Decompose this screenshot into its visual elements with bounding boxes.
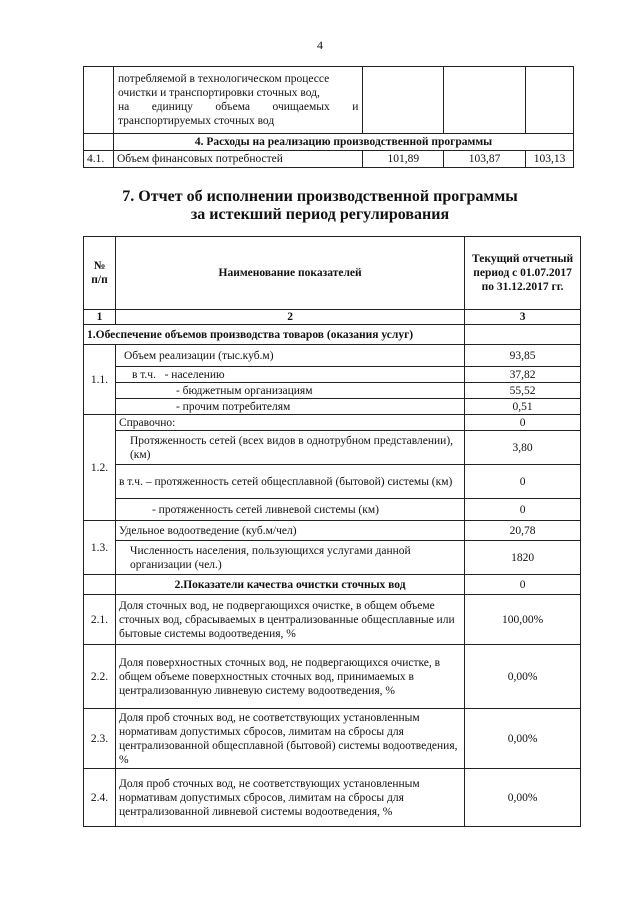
- table-row: в т.ч. – протяженность сетей общесплавной (бытовой) системы (км) 0: [84, 465, 581, 499]
- table-row: Численность населения, пользующихся услугами данной организации (чел.) 1820: [84, 541, 581, 575]
- header-period: Текущий отчетный период с 01.07.2017 по 31.12.2017 гг.: [465, 237, 581, 310]
- table-row: 1.1. Объем реализации (тыс.куб.м) 93,85: [84, 345, 581, 367]
- table-row: - протяженность сетей ливневой системы (км) 0: [84, 499, 581, 521]
- header-row: [84, 237, 581, 310]
- table-row: 2.3. Доля проб сточных вод, не соответствующих установленным нормативам допустимых сбросов, лимитам на сбросы для централизованной общесплавной (бытовой) системы водоотведения, % 0,00%: [84, 709, 581, 769]
- table-row: Протяженность сетей (всех видов в однотрубном представлении), (км) 3,80: [84, 431, 581, 465]
- header-num: № п/п: [84, 237, 116, 310]
- table-row: 1.3. Удельное водоотведение (куб.м/чел) 20,78: [84, 521, 581, 541]
- table-row: 4.1. Объем финансовых потребностей 101,89 103,87 103,13: [84, 151, 574, 168]
- table-row: 2.1. Доля сточных вод, не подвергающихся очистке, в общем объеме сточных вод, сбрасываемых в централизованные общесплавные или бытовые системы водоотведения, % 100,00%: [84, 595, 581, 645]
- section-4-heading: 4. Расходы на реализацию производственной программы: [113, 134, 573, 151]
- section-row: 2.Показатели качества очистки сточных вод 0: [84, 575, 581, 595]
- table-row: 2.2. Доля поверхностных сточных вод, не подвергающихся очистке, в общем объеме поверхностных сточных вод, принимаемых в централизованную ливневую систему водоотведения, % 0,00%: [84, 645, 581, 709]
- main-table: [83, 236, 581, 827]
- table-row: 1.2. Справочно: 0: [84, 415, 581, 431]
- table-row: - бюджетным организациям 55,52: [84, 383, 581, 399]
- section-row: [84, 134, 574, 151]
- header-name: Наименование показателей: [115, 237, 464, 310]
- report-title: 7. Отчет об исполнении производственной программы: [122, 188, 518, 205]
- table-row: в т.ч. - населению 37,82: [84, 367, 581, 383]
- report-subtitle: за истекший период регулирования: [190, 206, 450, 223]
- top-table: [83, 66, 574, 168]
- continued-name-cell: потребляемой в технологическом процессе очистки и транспортировки сточных вод, на единицу объема очищаемых и транспортируемых сточных вод: [113, 67, 362, 134]
- section-row: [84, 325, 581, 345]
- table-row: - прочим потребителям 0,51: [84, 399, 581, 415]
- page-number: 4: [317, 38, 323, 52]
- table-row: [84, 67, 574, 134]
- section-1-heading: 1.Обеспечение объемов производства товаров (оказания услуг): [84, 325, 465, 345]
- section-2-heading: 2.Показатели качества очистки сточных вод: [115, 575, 464, 595]
- column-number-row: 1 2 3: [84, 310, 581, 325]
- table-row: 2.4. Доля проб сточных вод, не соответствующих установленным нормативам допустимых сбросов, лимитам на сбросы для централизованной ливневой системы водоотведения, % 0,00%: [84, 769, 581, 827]
